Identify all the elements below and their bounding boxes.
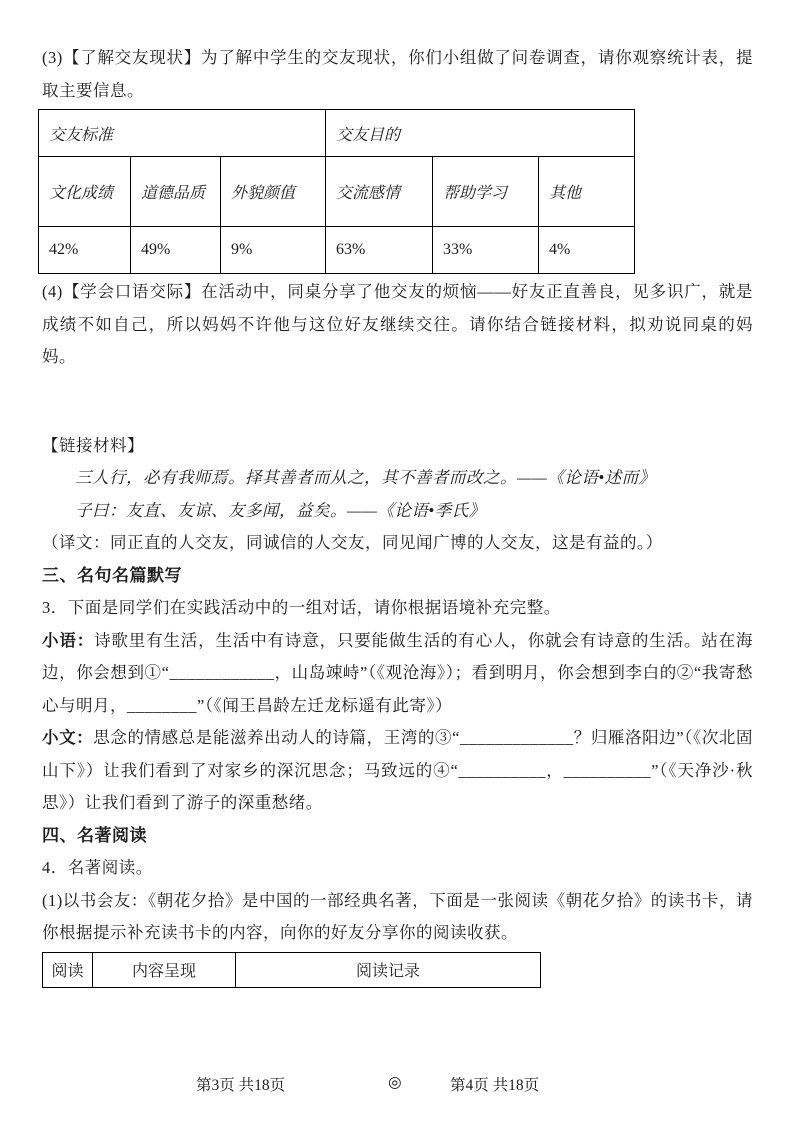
survey-group-criteria: 交友标准: [39, 110, 326, 157]
dialogue-xiaowen-text: 思念的情感总是能滋养出动人的诗篇，王湾的③“_____________？归雁洛阳边”（《次北固山下》）让我们看到了对家乡的深沉思念；马致远的④“__________，__________”（《天净沙·秋思》）让我们看到了游子的深重愁绪。: [42, 728, 753, 812]
survey-table-value-row: [39, 227, 635, 274]
survey-table-header-row: [39, 157, 635, 227]
survey-table: [38, 109, 635, 274]
footer-separator-icon: ◎: [388, 1074, 402, 1091]
link-material-block: [42, 430, 753, 560]
dialogue-xiaoyu-text: 诗歌里有生活，生活中有诗意，只要能做生活的有心人，你就会有诗意的生活。站在海边，你会想到①“____________，山岛竦峙”（《观沧海》）；看到明月，你会想到李白的②“我寄愁心与明月，________”（《闻王昌龄左迁龙标遥有此寄》）: [42, 630, 754, 715]
survey-value-culture: 42%: [39, 227, 131, 274]
survey-col-appearance: 外貌颜值: [221, 157, 326, 227]
link-material-translation: （译文：同正直的人交友，同诚信的人交友，同见闻广博的人交友，这是有益的。）: [42, 533, 663, 552]
link-material-quote-1: 三人行，必有我师焉。择其善者而从之，其不善者而改之。——《论语•述而》: [75, 468, 656, 487]
survey-value-appearance: 9%: [221, 227, 326, 274]
reading-card-col-read: 阅读: [43, 952, 93, 987]
question-4: 4．名著阅读。: [42, 858, 153, 877]
reading-card-col-content: 内容呈现: [93, 952, 236, 987]
section-heading-reading: 四、名著阅读: [42, 825, 147, 845]
speaker-xiaowen-label: 小文：: [42, 728, 94, 747]
reading-card-header-row: [43, 952, 541, 987]
dialogue-xiaoyu: [42, 625, 753, 723]
dialogue-xiaowen: [42, 722, 753, 820]
footer-page-4-label: 第4页 共18页: [450, 1077, 540, 1094]
survey-col-culture: 文化成绩: [39, 157, 131, 227]
survey-col-study: 帮助学习: [433, 157, 539, 227]
survey-value-other: 4%: [539, 227, 635, 274]
survey-group-purpose: 交友目的: [326, 110, 635, 157]
survey-col-morality: 道德品质: [131, 157, 221, 227]
survey-value-emotion: 63%: [326, 227, 433, 274]
survey-table-group-row: [39, 110, 635, 157]
survey-value-study: 33%: [433, 227, 539, 274]
survey-col-other: 其他: [539, 157, 635, 227]
reading-card-col-record: 阅读记录: [236, 952, 541, 987]
question-3: 3．下面是同学们在实践活动中的一组对话，请你根据语境补充完整。: [42, 598, 561, 617]
survey-col-emotion: 交流感情: [326, 157, 433, 227]
link-material-quote-2: 子曰：友直、友谅、友多闻，益矣。——《论语•季氏》: [75, 500, 486, 520]
footer-page-3-label: 第3页 共18页: [196, 1077, 286, 1094]
link-material-title: 【链接材料】: [42, 435, 144, 455]
paragraph-oral-communication: (4)【学会口语交际】在活动中，同桌分享了他交友的烦恼——好友正直善良，见多识广，就是成绩不如自己，所以妈妈不许他与这位好友继续交往。请你结合链接材料，拟劝说同桌的妈妈。: [42, 282, 753, 366]
survey-value-morality: 49%: [131, 227, 221, 274]
paragraph-survey-intro: (3)【了解交友现状】为了解中学生的交友现状，你们小组做了问卷调查，请你观察统计表，提取主要信息。: [42, 48, 753, 100]
paragraph-reading-card-intro: (1)以书会友：《朝花夕拾》是中国的一部经典名著，下面是一张阅读《朝花夕拾》的读书卡，请你根据提示补充读书卡的内容，向你的好友分享你的阅读收获。: [42, 890, 753, 942]
speaker-xiaoyu-label: 小语：: [42, 630, 95, 650]
reading-card-table: [42, 952, 541, 988]
page-footer: [0, 1073, 793, 1095]
section-heading-dictation: 三、名句名篇默写: [42, 565, 182, 585]
